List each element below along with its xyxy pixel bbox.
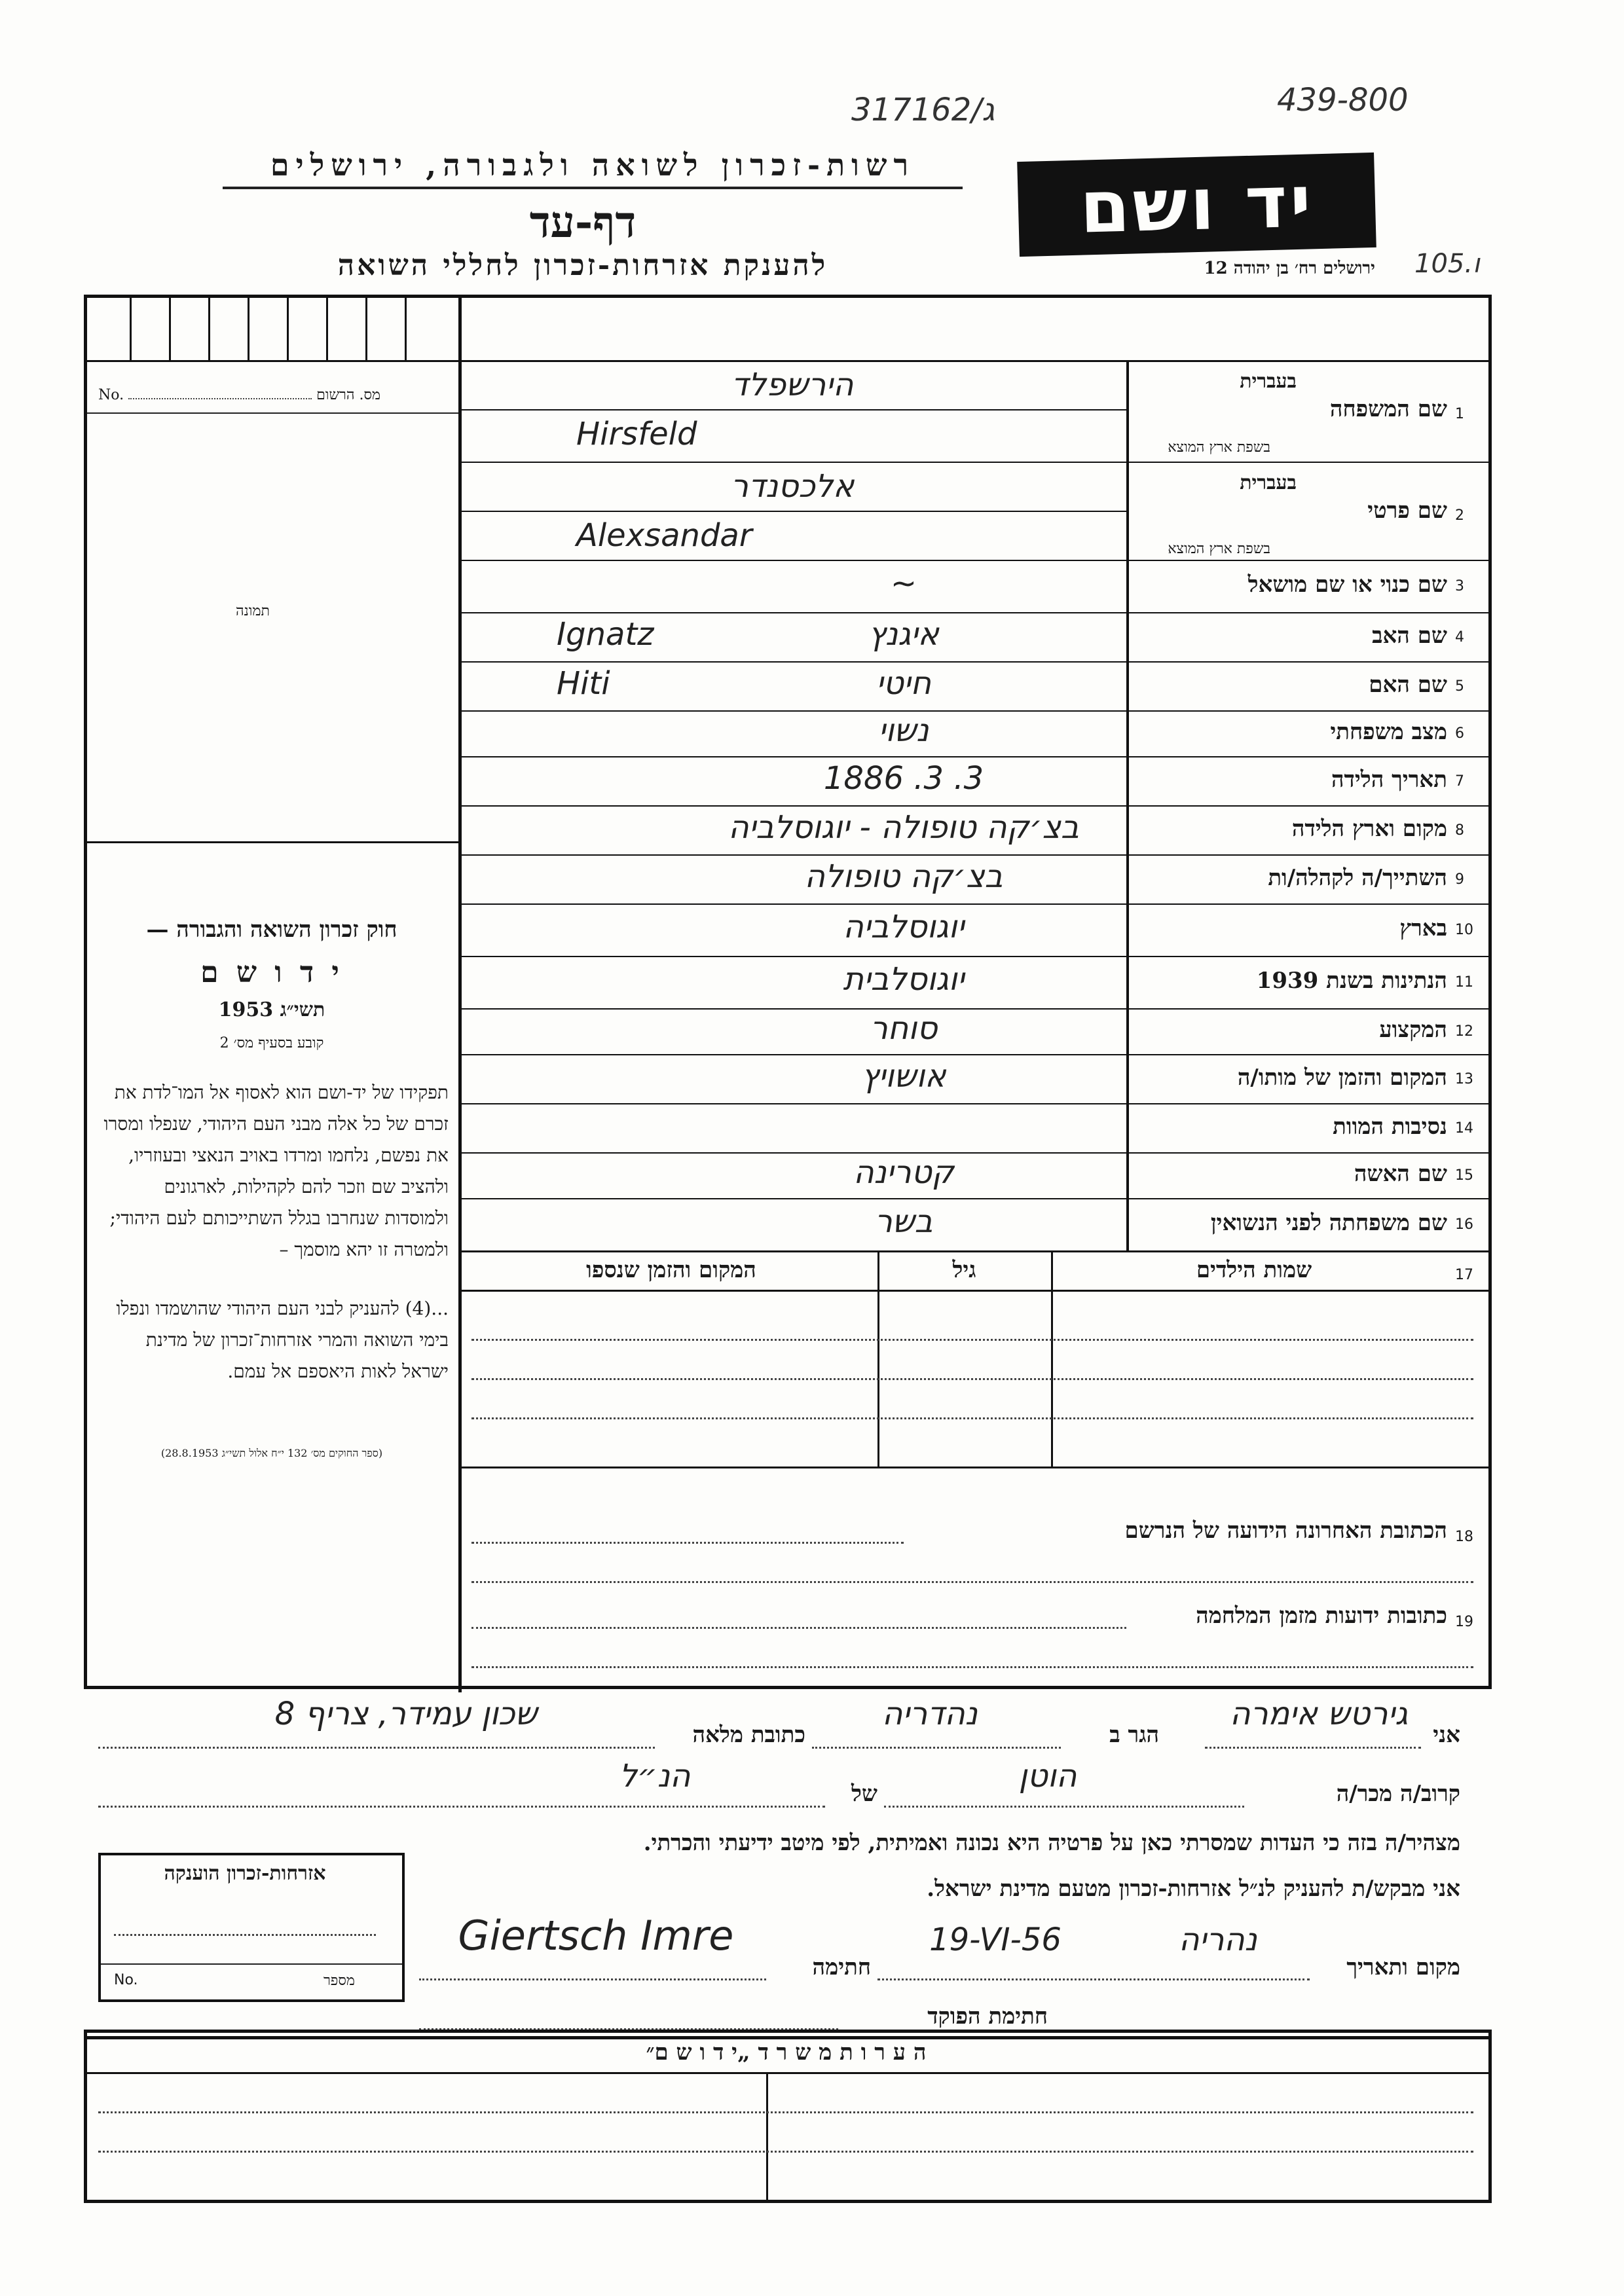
- field-row-divider: [462, 612, 1488, 613]
- field-value-divider: [462, 511, 1126, 512]
- registration-number: [98, 386, 452, 403]
- field-number-4: 4: [1455, 629, 1464, 646]
- field-row-divider: [462, 1152, 1488, 1154]
- handwritten-side-mark: 105.ו: [1414, 249, 1480, 279]
- office-notes-col-divider: [766, 2072, 768, 2200]
- field-number-18: 18: [1455, 1529, 1473, 1545]
- field-sublabel-hebrew-2: בעברית: [1240, 471, 1297, 494]
- field-label-7: תאריך הלידה: [1331, 766, 1447, 793]
- date-value: 19-VI-56: [929, 1922, 1061, 1958]
- box-divider: [326, 298, 328, 360]
- field-value-3: ~: [890, 565, 917, 602]
- field-value-hebrew-1: הירשפלד: [731, 367, 854, 403]
- official-signature-label: חתימת הפוקד: [927, 2003, 1048, 2030]
- field-value-12: סוחר: [870, 1010, 938, 1047]
- field-number-13: 13: [1455, 1070, 1473, 1087]
- field-18-line: [471, 1581, 1473, 1583]
- field-label-9: השתייך/ה לקהלה/ות: [1268, 864, 1447, 891]
- children-col-divider: [877, 1250, 879, 1467]
- form-subtitle: להענקת אזרחות-זכרון לחללי השואה: [337, 249, 828, 282]
- field-label-15: שם האשה: [1354, 1161, 1447, 1187]
- field-sublabel-origin-1: בשפת ארץ המוצא: [1168, 439, 1270, 456]
- field-value-4: איגנץ: [868, 615, 939, 653]
- field-number-15: 15: [1455, 1167, 1473, 1184]
- field-row-divider: [462, 903, 1488, 905]
- box-divider: [405, 298, 407, 360]
- box-divider: [208, 298, 210, 360]
- form-title: דף-עד: [529, 196, 637, 247]
- field-19-label: כתובות ידועות מזמן המלחמה: [1196, 1603, 1447, 1629]
- field-row-divider: [462, 462, 1488, 463]
- resides-line: [812, 1747, 1061, 1749]
- field-label-4: שם האב: [1372, 622, 1447, 649]
- office-notes-line: [98, 2111, 1473, 2113]
- field-value-latin-5: Hiti: [557, 665, 610, 702]
- field-sublabel-origin-2: בשפת ארץ המוצא: [1168, 541, 1270, 557]
- field-value-5: חיטי: [876, 665, 931, 702]
- law-text-paragraph-1: תפקידו של יד-ושם הוא לאסוף אל המו־לדת את זכרם של כל אלה מבני העם היהודי, שנפלו ומסרו את נפשם, נלחמו ומרדו באויב הנאצי ובעוזריו, ולהציב שם וזכר להם לקהילות, לארגונים ולמוסדות שנחרבו בגלל השתייכותם לעם היהודי; ולמטרה זו יהא מוסמך –: [103, 1082, 449, 1260]
- of-label: של: [851, 1781, 877, 1807]
- field-value-13: אושויץ: [861, 1057, 946, 1095]
- declaration-statement-1: מצהיר/ה בזה כי העדות שמסרתי כאן על פרטיה היא נכונה ואמיתית, לפי מיטב ידיעתי והכרתי.: [643, 1830, 1460, 1856]
- field-label-16: שם משפחתה לפני הנשואין: [1210, 1210, 1447, 1236]
- grant-box: [98, 1853, 405, 2002]
- field-label-12: המקצוע: [1379, 1017, 1447, 1043]
- field-label-14: נסיבות המוות: [1333, 1113, 1447, 1140]
- field-value-9: בצ׳קה טופולה: [804, 858, 1003, 895]
- field-value-latin-4: Ignatz: [557, 615, 654, 653]
- field-number-1: 1: [1455, 406, 1464, 422]
- field-value-16: בשר: [874, 1203, 933, 1240]
- box-divider: [287, 298, 289, 360]
- field-value-7: 3. 3. 1886: [823, 759, 984, 797]
- field-19-line: [471, 1627, 1126, 1629]
- field-row-divider: [462, 805, 1488, 807]
- box-divider: [169, 298, 171, 360]
- resides-value: נהדריה: [882, 1696, 978, 1732]
- field-label-8: מקום וארץ הלידה: [1291, 815, 1447, 842]
- field-value-10: יוגוסלביה: [843, 909, 965, 945]
- law-name: י ד ו ש ם: [200, 956, 343, 989]
- of-value: הנ״ל: [619, 1758, 691, 1795]
- law-year: תשי״ג 1953: [218, 998, 325, 1021]
- field-label-2: שם פרטי: [1367, 498, 1447, 524]
- law-footnote: (ספר החוקים מס׳ 132 י״ח אלול תשי״ג 28.8.1953): [160, 1447, 383, 1459]
- field-label-11: הנתינות בשנת 1939: [1256, 968, 1447, 994]
- reg-divider: [87, 412, 458, 414]
- declaration-i-label: אני: [1433, 1722, 1460, 1748]
- children-line: [471, 1339, 1473, 1341]
- field-18-line: [471, 1542, 904, 1544]
- law-title: חוק זכרון השואה והגבורה —: [146, 917, 397, 943]
- signature-line: [419, 1978, 766, 1980]
- box-divider: [365, 298, 367, 360]
- field-value-origin-2: Alexsandar: [576, 517, 752, 554]
- field-row-divider: [462, 710, 1488, 712]
- photo-bottom-divider: [87, 841, 458, 843]
- field-value-hebrew-2: אלכסנדר: [730, 468, 855, 505]
- field-number-2: 2: [1455, 507, 1464, 524]
- children-line: [471, 1417, 1473, 1419]
- address-value: שכון עמידר, צריף 8: [274, 1696, 538, 1732]
- grant-no-prefix: No.: [114, 1972, 138, 1988]
- office-notes-title: ה ע ר ו ת מ ש ר ד „י ד ו ש ם״: [646, 2039, 927, 2066]
- grant-number-label: מספר: [323, 1973, 355, 1989]
- reg-no-label: מס. הרשום: [316, 387, 381, 403]
- field-label-1: שם המשפחה: [1329, 396, 1447, 422]
- field-row-divider: [462, 661, 1488, 663]
- relative-label: קרוב/ה מכר/ה: [1336, 1781, 1460, 1807]
- logo-text: יד ושם: [1079, 159, 1315, 249]
- children-bottom-border: [462, 1467, 1488, 1468]
- field-19-line: [471, 1666, 1473, 1668]
- field-number-7: 7: [1455, 773, 1464, 790]
- field-number-6: 6: [1455, 725, 1464, 742]
- of-line: [98, 1806, 825, 1808]
- field-18-label: הכתובת האחרונה הידועה של הנרשם: [1124, 1518, 1447, 1544]
- children-age-header: גיל: [952, 1257, 976, 1283]
- relative-line: [884, 1806, 1244, 1808]
- handwritten-file-number: 317162/ג: [851, 92, 995, 128]
- law-clause: קובע בסעיף מס׳ 2: [219, 1035, 324, 1051]
- address-label: כתובת מלאה: [692, 1722, 805, 1748]
- box-divider: [130, 298, 132, 360]
- declarant-name-value: גירטש אימרה: [1230, 1696, 1408, 1732]
- children-line: [471, 1378, 1473, 1380]
- address-line: [98, 1747, 655, 1749]
- place-value: נהריה: [1179, 1922, 1257, 1958]
- reg-no-field: [128, 398, 312, 399]
- declaration-statement-2: אני מבקש/ת להעניק לנ״ל אזרחות-זכרון מטעם מדינת ישראל.: [927, 1876, 1460, 1902]
- field-number-3: 3: [1455, 578, 1464, 594]
- field-label-5: שם האם: [1369, 671, 1447, 698]
- grant-box-divider: [101, 1963, 402, 1965]
- field-number-14: 14: [1455, 1120, 1473, 1137]
- field-row-divider: [462, 854, 1488, 856]
- place-date-label: מקום ותאריך: [1346, 1954, 1460, 1980]
- handwritten-id: 439-800: [1277, 82, 1409, 118]
- field-row-divider: [462, 560, 1488, 561]
- field-number-19: 19: [1455, 1614, 1473, 1630]
- field-value-origin-1: Hirsfeld: [576, 416, 697, 452]
- top-row-divider: [84, 360, 1488, 362]
- field-row-divider: [462, 1008, 1488, 1010]
- declarant-signature: Giertsch Imre: [458, 1912, 734, 1959]
- field-row-divider: [462, 1198, 1488, 1199]
- field-value-15: קטרינה: [853, 1154, 954, 1191]
- field-value-8: בצ׳קה טופולה - יוגוסלביה: [728, 809, 1079, 846]
- field-label-10: בארץ: [1399, 915, 1447, 941]
- field-row-divider: [462, 1054, 1488, 1055]
- children-place-header: המקום והזמן שנספו: [586, 1257, 756, 1283]
- field-number-17: 17: [1455, 1267, 1473, 1283]
- office-notes-line: [98, 2151, 1473, 2153]
- children-col-divider: [1051, 1250, 1053, 1467]
- grant-box-title: אזרחות-זכרון הוענקה: [164, 1862, 326, 1885]
- yad-vashem-logo: [1017, 153, 1376, 257]
- field-label-6: מצב משפחתי: [1330, 719, 1447, 745]
- box-divider: [248, 298, 249, 360]
- org-title-underline: [223, 187, 963, 189]
- children-header-border: [462, 1290, 1488, 1292]
- children-names-header: שמות הילדים: [1196, 1257, 1312, 1283]
- field-row-divider: [462, 756, 1488, 757]
- office-notes-header-border: [84, 2072, 1488, 2074]
- place-date-line: [877, 1978, 1310, 1980]
- field-value-divider: [462, 409, 1126, 410]
- relative-value: הוטן: [1018, 1758, 1077, 1795]
- org-address: ירושלים רח׳ בן יהודה 12: [1204, 259, 1375, 278]
- signature-label: חתימה: [812, 1954, 871, 1980]
- resides-label: הגר ב: [1109, 1722, 1159, 1748]
- photo-placeholder-label: תמונה: [236, 603, 270, 619]
- field-label-3: שם כנוי או שם מושאל: [1247, 572, 1447, 598]
- grant-box-line: [114, 1934, 376, 1936]
- field-number-11: 11: [1455, 974, 1473, 991]
- field-label-13: המקום והזמן של מותו/ה: [1237, 1064, 1447, 1091]
- field-number-8: 8: [1455, 822, 1464, 839]
- field-value-11: יוגוסלבית: [843, 961, 965, 998]
- field-number-16: 16: [1455, 1216, 1473, 1233]
- declarant-name-line: [1205, 1747, 1421, 1749]
- field-number-5: 5: [1455, 678, 1464, 695]
- children-top-border: [462, 1250, 1488, 1252]
- field-number-10: 10: [1455, 922, 1473, 938]
- field-row-divider: [462, 956, 1488, 957]
- reg-no-prefix: No.: [98, 387, 124, 403]
- left-column-divider: [458, 298, 462, 1692]
- field-number-12: 12: [1455, 1023, 1473, 1040]
- org-title: רשות-זכרון לשואה ולגבורה, ירושלים: [270, 147, 915, 183]
- field-row-divider: [462, 1103, 1488, 1104]
- law-text-paragraph-2: ...(4) להעניק לבני העם היהודי שהושמדו ונפלו בימי השואה והמרי אזרחות־זכרון של מדינת ישראל לאות היאספם אל עמם.: [116, 1298, 449, 1382]
- field-value-6: נשוי: [878, 712, 929, 749]
- field-sublabel-hebrew-1: בעברית: [1240, 370, 1297, 393]
- field-number-9: 9: [1455, 871, 1464, 888]
